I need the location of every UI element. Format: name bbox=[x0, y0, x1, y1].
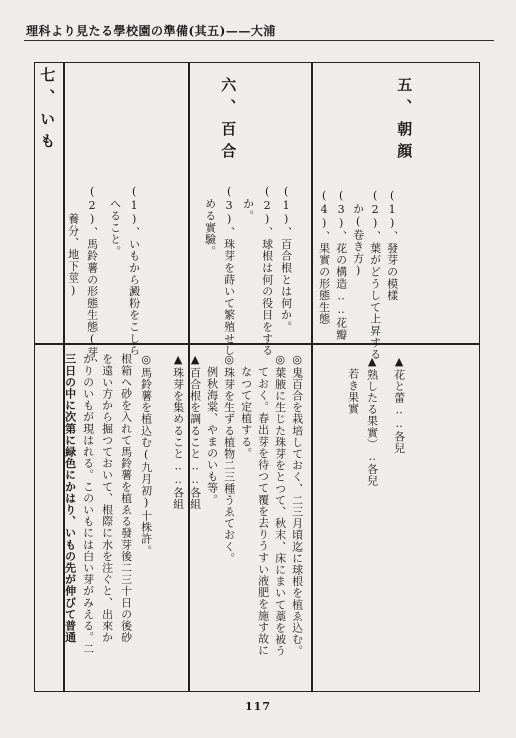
imo-note-1: ◎馬鈴薯を植込む(九月初)十株許。 bbox=[139, 353, 153, 557]
table-divider-vertical-1 bbox=[311, 63, 313, 691]
imo-item-1: (1)、いもから澱粉をこしら bbox=[127, 185, 141, 357]
imo-note-4: かりのいもが現はれる。このいもには白い芽がみえる。二 bbox=[81, 353, 95, 655]
yuri-note-2: ◎葉腋に生じた珠芽をとつて、秋末、床にまいて藁を被う bbox=[273, 353, 287, 657]
yuri-note-3: ておく。春出芽を待つて覆を去りうすい液肥を施す故に bbox=[256, 366, 270, 656]
imo-item-2: (2)、馬鈴薯の形態生態(芽、 bbox=[85, 185, 99, 370]
running-header bbox=[0, 20, 516, 42]
yuri-note-8: ▲珠芽を集めること‥‥各組 bbox=[171, 353, 185, 510]
yuri-item-3-cont: める實驗。 bbox=[203, 198, 217, 257]
yuri-note-7: ▲百合根を調ること‥‥各組 bbox=[188, 353, 202, 510]
yuri-item-1: (1)、百合根とは何か。 bbox=[279, 185, 293, 333]
yuri-note-6: 例秋海棠、やまのいも等。 bbox=[205, 366, 219, 506]
asagao-item-1: (1)、發芽の模樣 bbox=[385, 189, 399, 302]
header-rule bbox=[24, 40, 494, 41]
yuri-item-2: (2)、球根は何の役目をする bbox=[260, 185, 274, 357]
yuri-note-4: なつて定植する。 bbox=[239, 366, 253, 459]
yuri-note-1: ◎鬼百合を栽培しておく、二三月頃迄に球根を植ゑ込む。 bbox=[290, 353, 304, 657]
imo-note-2: 根箱へ砂を入れて馬鈴薯を植ゑる發芽後二三十日の後砂 bbox=[119, 353, 133, 643]
header-title: 理科より見たる學校園の準備(其五)——大浦 bbox=[26, 24, 276, 38]
asagao-item-4: (4)、果實の形態生態 bbox=[317, 189, 331, 325]
table-divider-horizontal bbox=[35, 343, 479, 345]
yuri-item-3: (3)、珠芽を蒔いて繁殖せし bbox=[222, 185, 236, 357]
asagao-note-2: ▲熟したる果實）‥各兒 bbox=[365, 355, 379, 487]
section-heading-yuri: 六、百合 bbox=[219, 77, 238, 165]
imo-note-3: を遠い方から掘つておいて、根際に水を注ぐと、出來か bbox=[100, 353, 114, 643]
imo-item-1-cont: へること。 bbox=[108, 198, 122, 257]
imo-item-2-cont: 養分、地下莖) bbox=[66, 213, 80, 298]
yuri-note-5: ◎珠芽を生ずる植物二三種うゑておく。 bbox=[222, 353, 236, 564]
asagao-item-2: (2)、葉がどうして上昇する bbox=[368, 189, 382, 361]
yuri-item-2-cont: か。 bbox=[241, 198, 255, 222]
section-heading-imo: 七、いも bbox=[38, 67, 57, 155]
asagao-note-3: 若き果實 bbox=[346, 368, 360, 415]
imo-note-5: 三日の中に次第に緑色にかはり、いもの先が伸びて普通 bbox=[63, 353, 77, 643]
asagao-item-2-cont: か(卷き方) bbox=[351, 203, 365, 278]
page-number: 117 bbox=[245, 700, 271, 713]
table-frame bbox=[34, 62, 480, 692]
asagao-item-3: (3)、花の構造‥‥花瓣 bbox=[334, 189, 348, 341]
section-heading-asagao: 五、朝顔 bbox=[395, 77, 414, 165]
asagao-note-1: ▲花と蕾‥‥各兒 bbox=[392, 355, 406, 454]
